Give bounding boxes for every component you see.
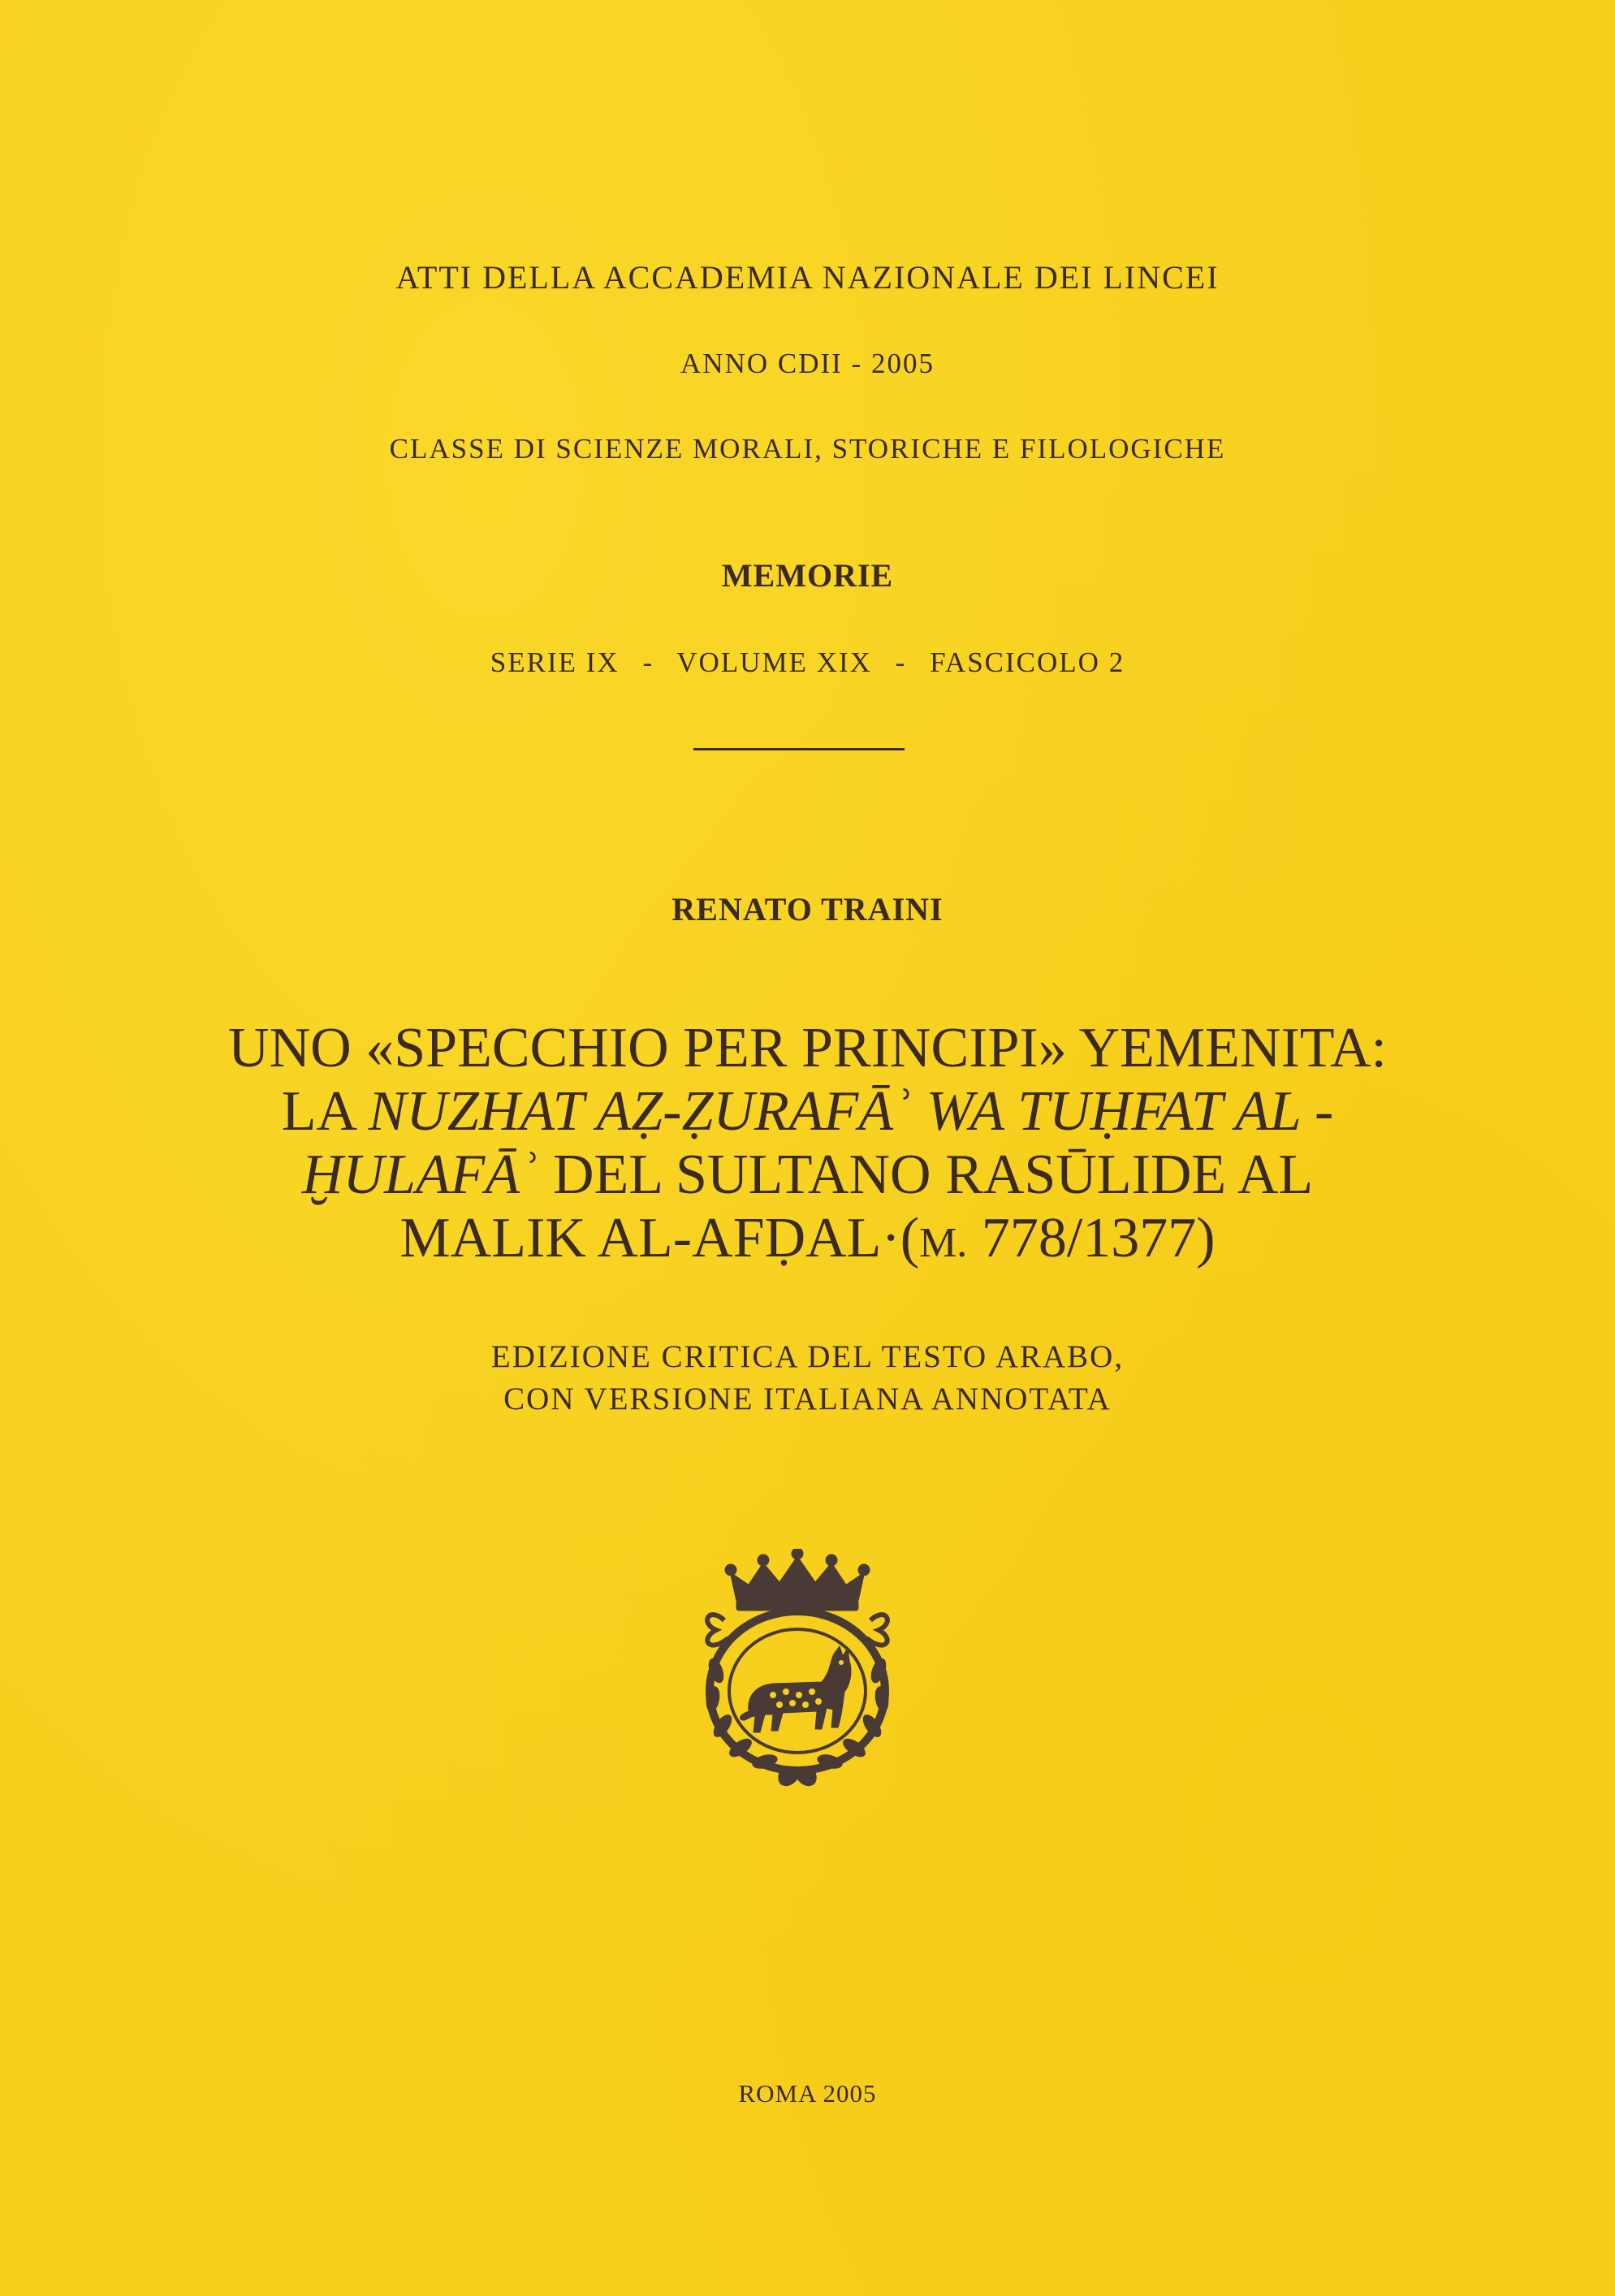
subtitle-line-1: EDIZIONE CRITICA DEL TESTO ARABO, <box>490 1339 1125 1374</box>
fascicolo-label: FASCICOLO 2 <box>930 646 1125 678</box>
subtitle-line-2: CON VERSIONE ITALIANA ANNOTATA <box>503 1381 1112 1416</box>
series-volume-line <box>0 646 1615 679</box>
lynx-crest-emblem-icon <box>692 1549 903 1792</box>
class-line: CLASSE DI SCIENZE MORALI, STORICHE E FILOLOGICHE <box>389 433 1226 465</box>
title-italic-text: NUZHAT AẒ-ẒURAFĀʾ WA TUḤFAT AL - <box>368 1080 1334 1143</box>
series-title: ATTI DELLA ACCADEMIA NAZIONALE DEI LINCEI <box>395 259 1220 296</box>
title-paren: ( <box>900 1207 920 1269</box>
title-small-caps: M. <box>919 1220 968 1266</box>
title-line-2 <box>0 1080 1615 1144</box>
serie-label: SERIE IX <box>490 646 620 678</box>
place-year: ROMA 2005 <box>738 2079 877 2108</box>
separator: - <box>642 646 654 678</box>
title-line-1: UNO «SPECCHIO PER PRINCIPI» YEMENITA: <box>228 1017 1387 1079</box>
year-line: ANNO CDII - 2005 <box>680 348 935 379</box>
title-dates: 778/1377) <box>967 1207 1216 1269</box>
title-line-4 <box>0 1207 1615 1275</box>
title-plain-text: LA <box>281 1080 369 1143</box>
memorie-heading: MEMORIE <box>721 557 894 594</box>
title-plain-text: DEL SULTANO RASŪLIDE AL <box>538 1144 1314 1206</box>
book-subtitle <box>0 1336 1615 1420</box>
author-name: RENATO TRAINI <box>671 891 944 927</box>
title-line-3 <box>0 1144 1615 1207</box>
title-plain-text: MALIK AL-AFḌAL· <box>399 1207 900 1269</box>
book-title <box>0 1017 1615 1275</box>
title-italic-text: ḪULAFĀʾ <box>301 1144 539 1206</box>
volume-label: VOLUME XIX <box>676 646 872 678</box>
separator: - <box>895 646 907 678</box>
divider-rule <box>693 748 905 750</box>
